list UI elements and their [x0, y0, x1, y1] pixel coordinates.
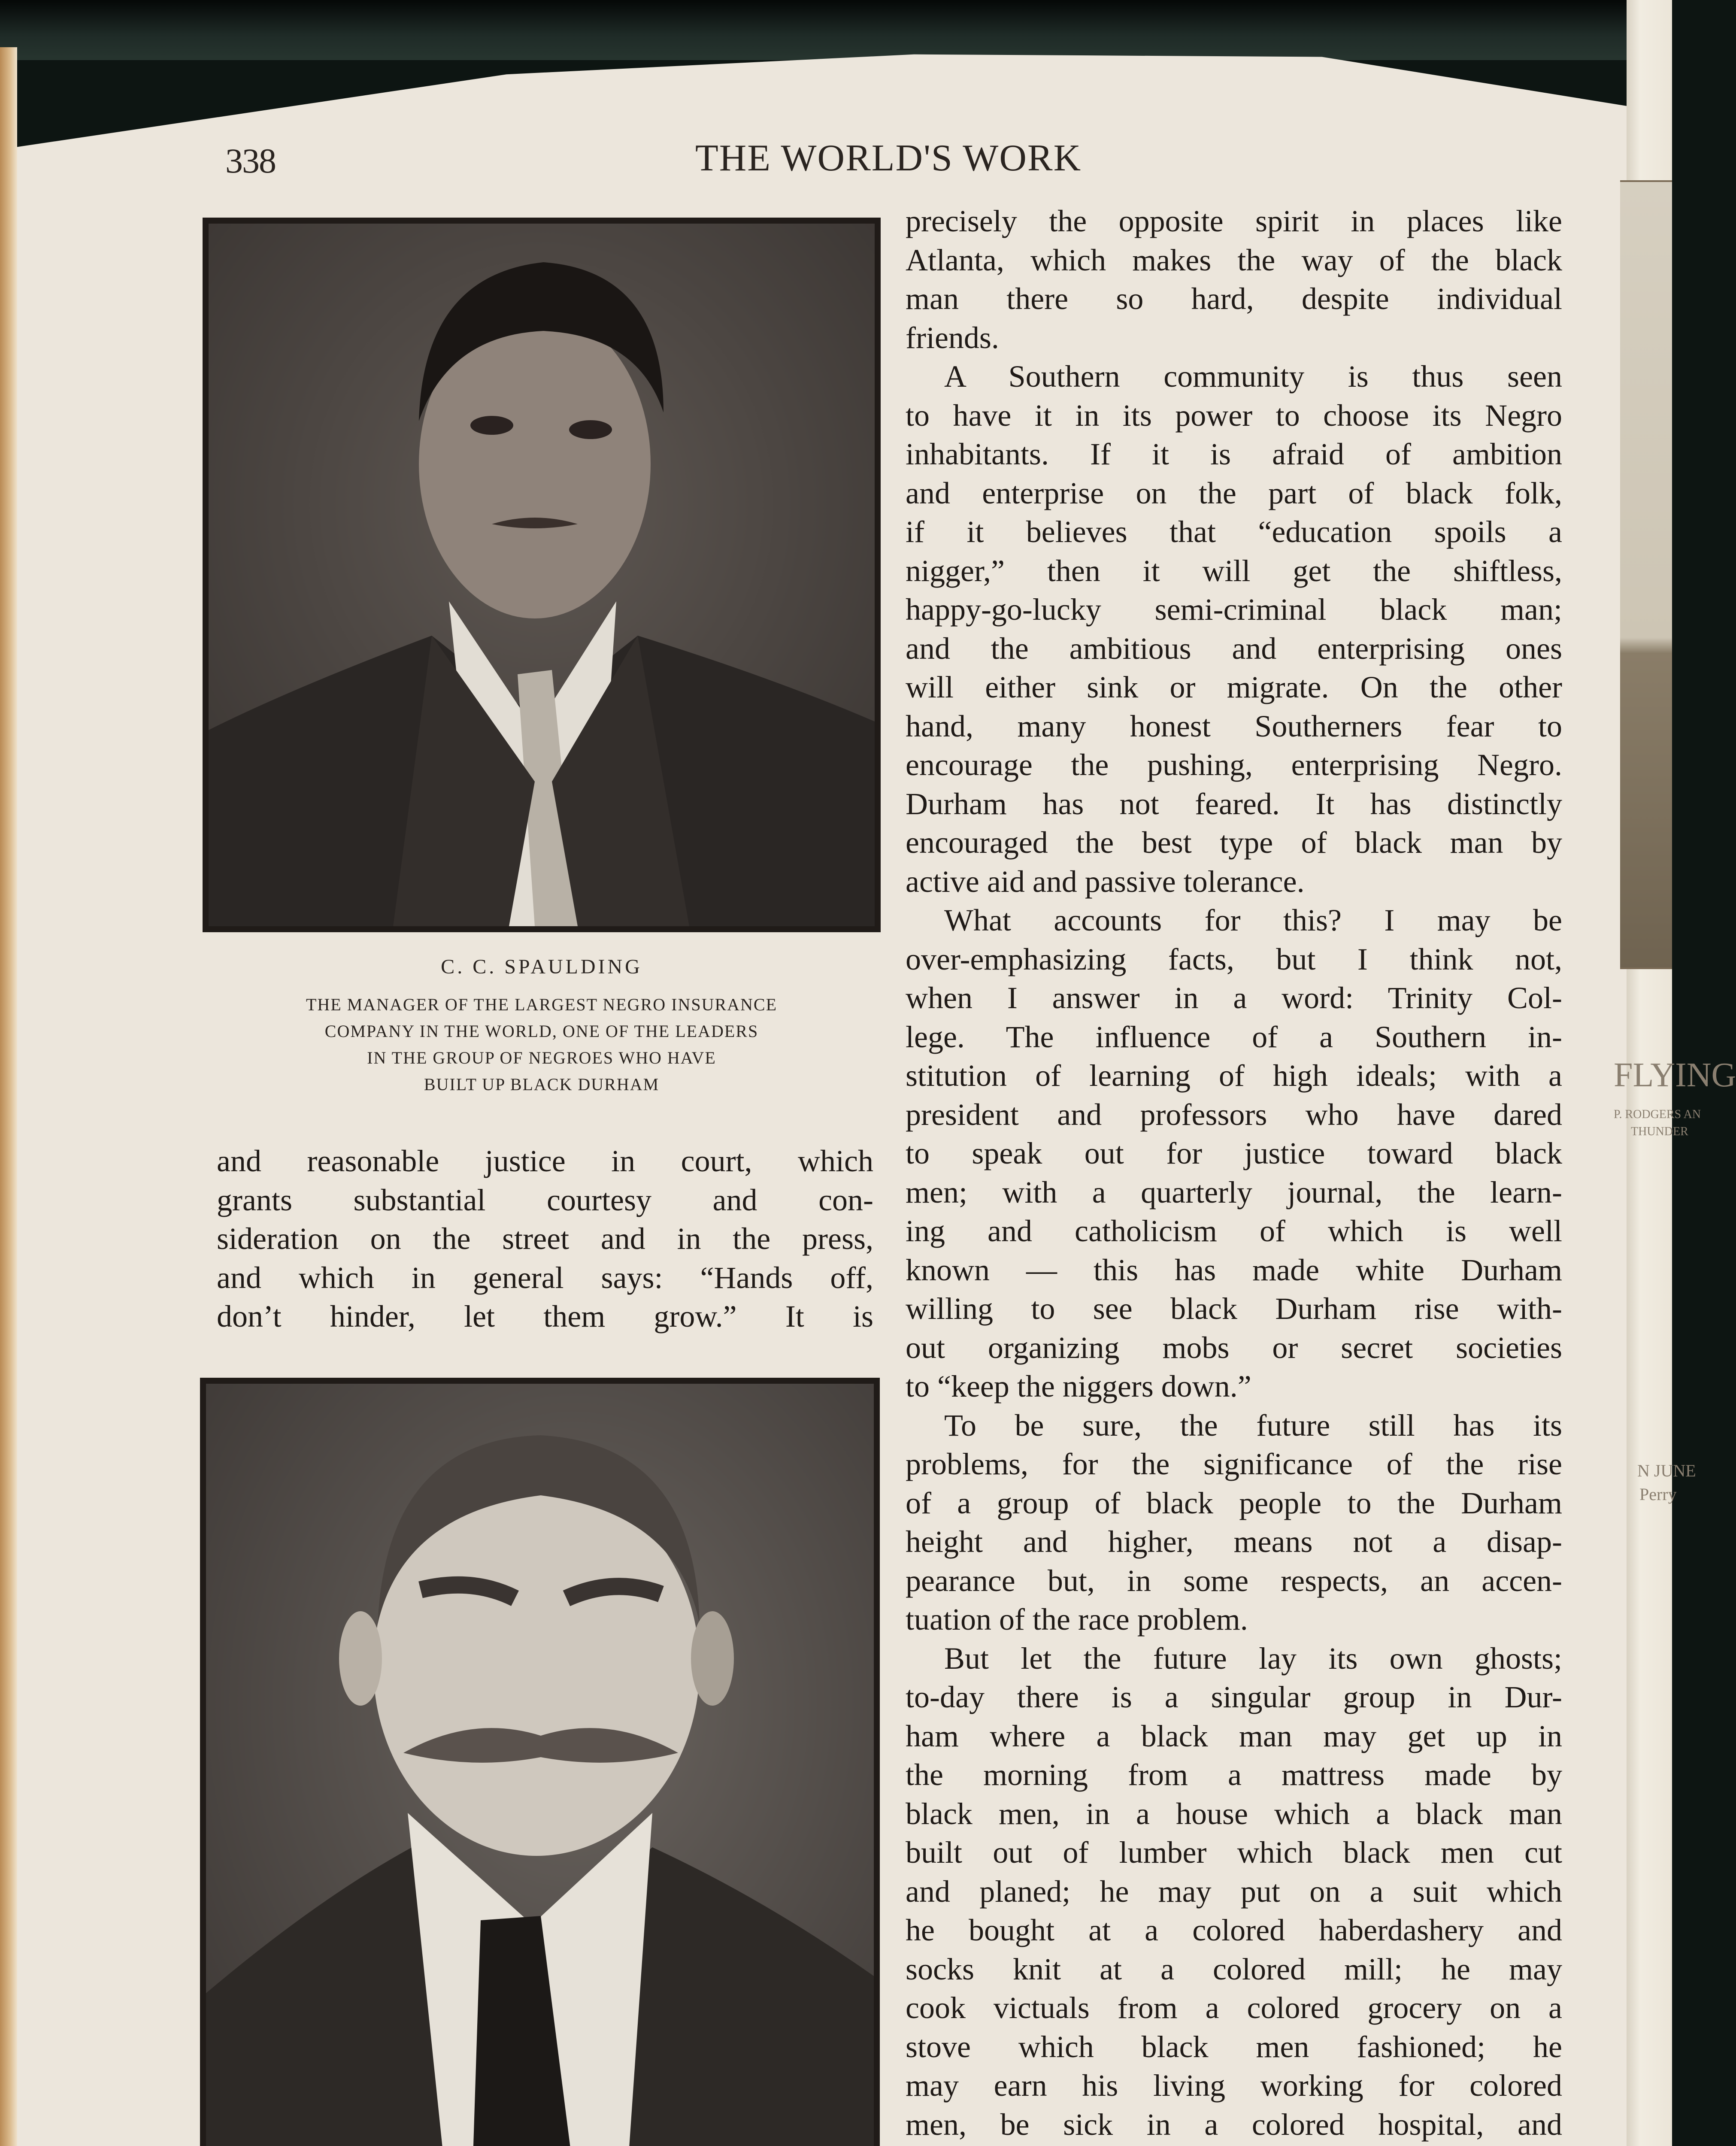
portrait-photo-spaulding [203, 218, 881, 932]
text-line: he bought at a colored haberdashery and [906, 1913, 1562, 1947]
figure-caption-spaulding [203, 955, 881, 1098]
text-line: encourage the pushing, enterprising Negro. [906, 748, 1562, 782]
text-line: cook victuals from a colored grocery on a [906, 1991, 1562, 2025]
text-line: Atlanta, which makes the way of the black [906, 242, 1562, 277]
running-title: THE WORLD'S WORK [695, 137, 1082, 179]
text-line: sideration on the street and in the press, [217, 1222, 873, 1256]
caption-line: IN THE GROUP OF NEGROES WHO HAVE [367, 1048, 716, 1067]
left-column-text [217, 1142, 873, 1336]
facing-page-text-2: Perry [1639, 1485, 1677, 1504]
text-line: of a group of black people to the Durham [906, 1485, 1562, 1520]
text-line: ing and catholicism of which is well [906, 1214, 1562, 1248]
facing-page-photo [1620, 180, 1672, 969]
text-line: known — this has made white Durham [906, 1252, 1562, 1287]
page-stack-edge [0, 47, 17, 2146]
text-line: hand, many honest Southerners fear to [906, 709, 1562, 743]
text-line: encouraged the best type of black man by [906, 825, 1562, 860]
portrait-illustration [209, 224, 875, 926]
running-head [0, 136, 1672, 179]
text-line: height and higher, means not a disap- [906, 1525, 1562, 1559]
text-line: What accounts for this? I may be [944, 903, 1562, 937]
figure-description [203, 991, 881, 1098]
text-line: and reasonable justice in court, which [217, 1144, 873, 1178]
facing-page-subhead-1: P. RODGERS AN [1614, 1108, 1701, 1121]
text-line: To be sure, the future still has its [944, 1408, 1562, 1443]
text-line: to speak out for justice toward black [906, 1136, 1562, 1170]
right-column-text [906, 202, 1562, 2146]
text-line: ham where a black man may get up in [906, 1719, 1562, 1753]
text-line: lege. The influence of a Southern in- [906, 1019, 1562, 1054]
text-line: tuation of the race problem. [906, 1602, 1248, 1637]
text-line: stitution of learning of high ideals; with a [906, 1058, 1562, 1093]
text-line: men; with a quarterly journal, the learn- [906, 1175, 1562, 1209]
text-line: A Southern community is thus seen [944, 359, 1562, 394]
text-line [906, 2144, 1562, 2146]
text-line: if it believes that “education spoils a [906, 515, 1562, 549]
caption-line: THE MANAGER OF THE LARGEST NEGRO INSURANCE [306, 995, 778, 1014]
text-line: will either sink or migrate. On the other [906, 670, 1562, 704]
text-line: don’t hinder, let them grow.” It is [217, 1299, 873, 1334]
text-line: precisely the opposite spirit in places like [906, 204, 1562, 238]
text-line: active aid and passive tolerance. [906, 864, 1305, 899]
caption-line: COMPANY IN THE WORLD, ONE OF THE LEADERS [324, 1021, 759, 1041]
text-line: and planed; he may put on a suit which [906, 1874, 1562, 1909]
text-line: when I answer in a word: Trinity Col- [906, 981, 1562, 1015]
text-line: nigger,” then it will get the shiftless, [906, 553, 1562, 588]
text-line: happy-go-lucky semi-criminal black man; [906, 592, 1562, 627]
book-cloth-top [0, 0, 1672, 60]
text-line: willing to see black Durham rise with- [906, 1291, 1562, 1326]
text-line: built out of lumber which black men cut [906, 1835, 1562, 1870]
portrait-illustration [206, 1384, 874, 2146]
text-line: inhabitants. If it is afraid of ambition [906, 437, 1562, 471]
text-line: the morning from a mattress made by [906, 1758, 1562, 1792]
facing-page-heading: FLYING [1614, 1056, 1736, 1094]
text-line: and the ambitious and enterprising ones [906, 631, 1562, 666]
text-line: problems, for the significance of the rise [906, 1447, 1562, 1481]
text-line: president and professors who have dared [906, 1097, 1562, 1132]
text-line: socks knit at a colored mill; he may [906, 1952, 1562, 1986]
text-line: to-day there is a singular group in Dur- [906, 1680, 1562, 1714]
text-line: over-emphasizing facts, but I think not, [906, 942, 1562, 976]
text-line: stove which black men fashioned; he [906, 2029, 1562, 2064]
facing-page-subhead-2: THUNDER [1631, 1125, 1688, 1138]
page-number: 338 [225, 141, 276, 180]
caption-line: BUILT UP BLACK DURHAM [424, 1075, 660, 1094]
text-line: Durham has not feared. It has distinctly [906, 786, 1562, 821]
figure-name: C. C. SPAULDING [441, 955, 642, 978]
text-line: out organizing mobs or secret societies [906, 1330, 1562, 1365]
text-line: to “keep the niggers down.” [906, 1369, 1251, 1403]
text-line: black men, in a house which a black man [906, 1796, 1562, 1831]
text-line: grants substantial courtesy and con- [217, 1182, 873, 1217]
text-line: But let the future lay its own ghosts; [944, 1641, 1562, 1676]
portrait-photo-fitzgerald [200, 1378, 880, 2146]
text-line: may earn his living working for colored [906, 2068, 1562, 2103]
text-line: pearance but, in some respects, an accen- [906, 1563, 1562, 1598]
text-line: to have it in its power to choose its Negro [906, 398, 1562, 433]
text-line: and enterprise on the part of black folk, [906, 476, 1562, 510]
text-line: and which in general says: “Hands off, [217, 1260, 873, 1295]
text-line: men, be sick in a colored hospital, and [906, 2107, 1562, 2142]
text-line: friends. [906, 320, 999, 355]
text-line: man there so hard, despite individual [906, 282, 1562, 316]
facing-page-text-1: N JUNE [1637, 1461, 1696, 1480]
